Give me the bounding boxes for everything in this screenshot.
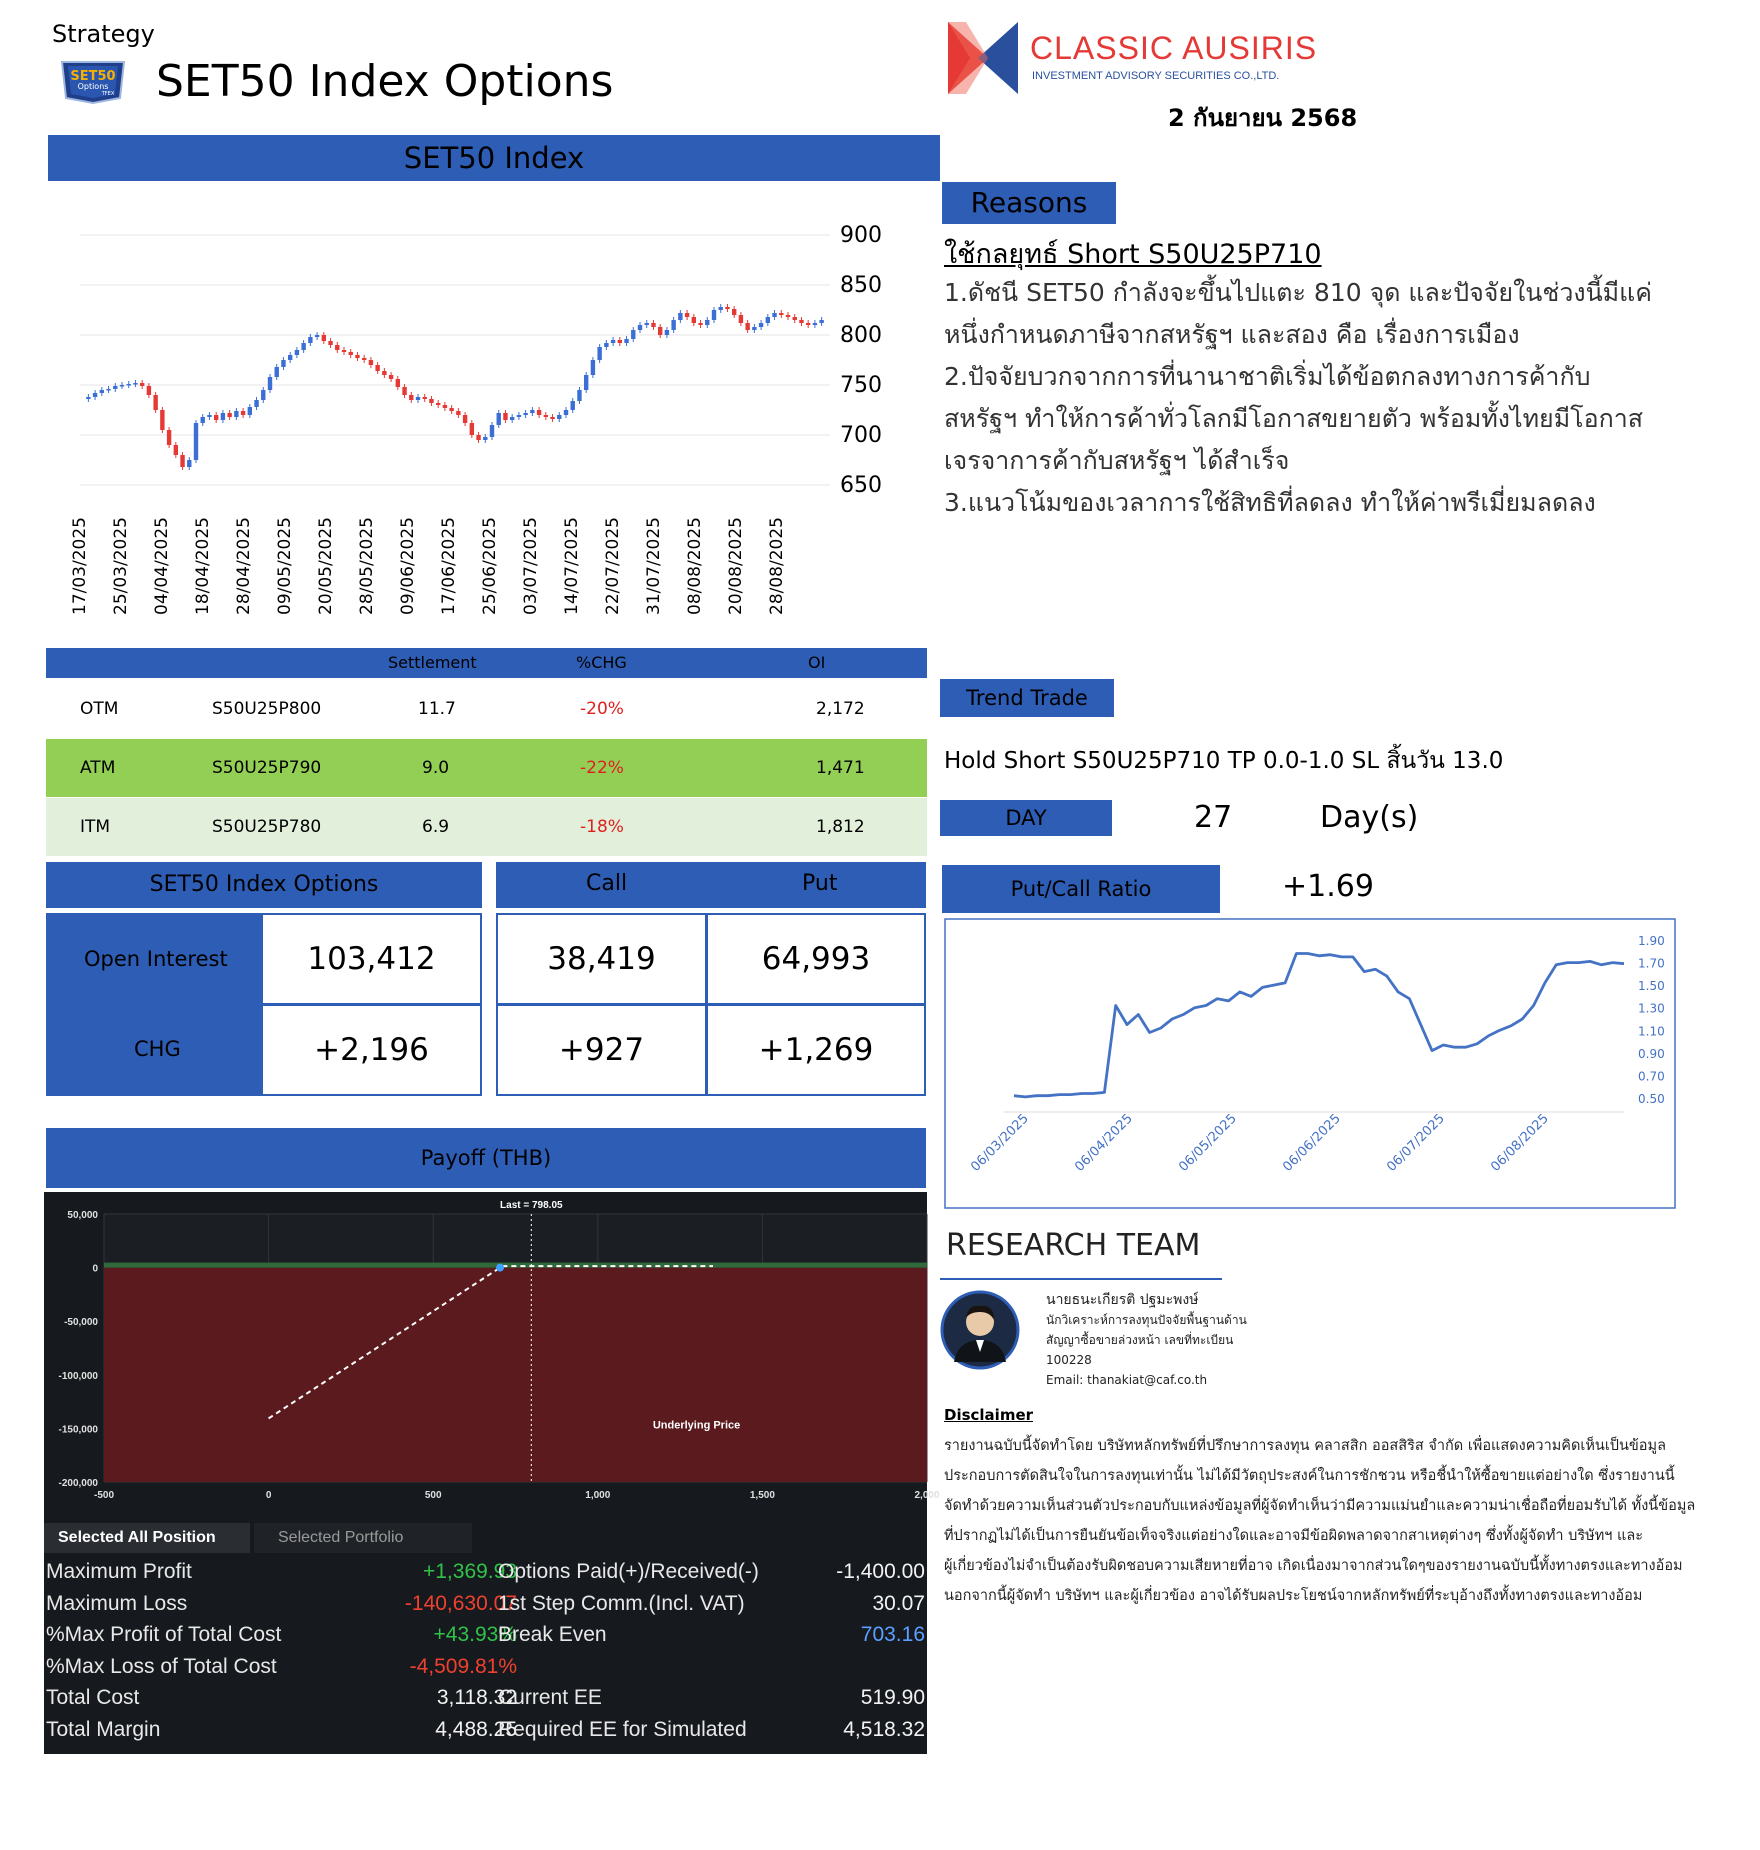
candle-body: [248, 407, 252, 415]
left-stat-value: +43.93%: [433, 1623, 517, 1646]
candle-body: [698, 323, 702, 325]
candle-body: [335, 345, 339, 350]
call-label: Call: [586, 871, 628, 896]
call-put-header: [496, 862, 926, 908]
candle-body: [793, 317, 797, 320]
oi-label-column: [46, 913, 261, 1096]
analyst-email: Email: thanakiat@caf.co.th: [1046, 1373, 1208, 1387]
reasons-title: Reasons: [942, 182, 1116, 224]
x-tick-label: 04/04/2025: [152, 517, 172, 615]
y-tick-label: -100,000: [58, 1370, 98, 1382]
right-stat-label: Break Even: [498, 1623, 607, 1646]
table-row-itm: [46, 798, 927, 856]
candle-body: [375, 365, 379, 371]
candle-body: [537, 410, 541, 415]
candle-body: [813, 323, 817, 325]
chg-label: CHG: [134, 1037, 181, 1061]
reason-line: 3.แนวโน้มของเวลาการใช้สิทธิที่ลดลง ทำให้ค่าพรีเมี่ยมลดลง: [944, 488, 1596, 517]
y-tick-label: 900: [840, 223, 882, 248]
tab-selected-portfolio[interactable]: Selected Portfolio: [254, 1523, 472, 1553]
candle-body: [449, 408, 453, 411]
analyst-avatar: [940, 1290, 1020, 1370]
analyst-name: นายธนะเกียรติ ปฐมะพงษ์: [1046, 1292, 1199, 1308]
company-name: CLASSIC AUSIRIS: [1030, 30, 1318, 66]
candle-body: [100, 390, 104, 393]
set50-candlestick-chart: [40, 190, 920, 625]
left-stat-label: Maximum Loss: [46, 1591, 188, 1615]
day-unit: Day(s): [1320, 800, 1419, 835]
x-tick-label: 1,000: [585, 1490, 611, 1501]
y-tick-label: 1.50: [1638, 979, 1665, 994]
candle-body: [665, 330, 669, 335]
candle-body: [214, 415, 218, 420]
candle-body: [180, 455, 184, 467]
oi-box-title: SET50 Index Options: [46, 862, 482, 908]
candle-body: [624, 339, 628, 343]
reason-line: 2.ปัจจัยบวกจากการที่นานาชาติเริ่มได้ข้อตกลงทางการค้ากับ: [944, 362, 1591, 391]
x-tick-label: 2,000: [914, 1490, 940, 1501]
analyst-role2: สัญญาซื้อขายล่วงหน้า เลขที่ทะเบียน: [1046, 1333, 1234, 1347]
candle-body: [719, 307, 723, 310]
right-stat-value: 30.07: [872, 1591, 925, 1615]
x-tick-label: 20/05/2025: [316, 517, 336, 615]
put-call-ratio-chart: [944, 918, 1676, 1209]
day-value: 27: [1194, 800, 1233, 835]
tab-selected-all-position[interactable]: Selected All Position: [44, 1523, 250, 1553]
x-tick-label: 0: [265, 1490, 272, 1501]
x-tick-label: -500: [93, 1490, 115, 1501]
candle-body: [106, 389, 110, 391]
row-series: S50U25P790: [212, 758, 322, 778]
candle-body: [288, 355, 292, 360]
x-tick-label: 17/06/2025: [439, 517, 459, 615]
candle-body: [362, 358, 366, 360]
left-stat-value: +1,369.93: [422, 1560, 517, 1583]
strategy-label: Strategy: [52, 20, 155, 48]
x-tick-label: 06/03/2025: [968, 1111, 1032, 1175]
candle-body: [745, 323, 749, 330]
company-sub: INVESTMENT ADVISORY SECURITIES CO.,LTD.: [1032, 70, 1280, 82]
disclaimer-line: จัดทำด้วยความเห็นส่วนตัวประกอบกับแหล่งข้อมูลที่ผู้จัดทำเห็นว่ามีความแม่นยำและความน่าเชื่อถือที่ยอมรับได้ ทั้งนี้ข้อมูล: [944, 1498, 1696, 1514]
candle-body: [227, 413, 231, 417]
disclaimer-line: ผู้เกี่ยวข้องไม่จำเป็นต้องรับผิดชอบความเสียหายที่อาจ เกิดเนื่องมาจากส่วนใดๆของรายงานฉบับนี้ทั้งทางตรงและทางอ้อม: [944, 1558, 1683, 1574]
reason-line: หนึ่งกำหนดภาษีจากสหรัฐฯ และสอง คือ เรื่องการเมือง: [944, 320, 1520, 349]
candle-body: [510, 417, 514, 420]
candle-body: [604, 343, 608, 347]
candle-body: [261, 390, 265, 400]
candle-body: [301, 343, 305, 350]
y-tick-label: 0.50: [1638, 1092, 1665, 1106]
candle-body: [436, 403, 440, 405]
x-tick-label: 22/07/2025: [603, 517, 623, 615]
pcr-label: Put/Call Ratio: [942, 865, 1220, 913]
x-tick-label: 1,500: [749, 1490, 775, 1501]
disclaimer-line: นอกจากนี้ผู้จัดทำ บริษัทฯ และผู้เกี่ยวข้อง อาจได้รับผลประโยชน์จากหลักทรัพย์ที่ระบุอ้างถึงทั้งทางตรงและทางอ้อม: [944, 1588, 1643, 1604]
candle-body: [402, 387, 406, 395]
candle-body: [490, 425, 494, 437]
oi-call-value: 38,419: [496, 913, 707, 1005]
left-stat-label: %Max Profit of Total Cost: [46, 1623, 282, 1646]
candle-body: [147, 386, 151, 395]
y-tick-label: -200,000: [58, 1478, 98, 1489]
candle-body: [254, 400, 258, 407]
disclaimer-line: ประกอบการตัดสินใจในการลงทุนเท่านั้น ไม่ได้มีวัตถุประสงค์ในการชักชวน หรือชี้นำให้ซื้อขายแต่อย่างใด ซึ่งรายงานนี้: [944, 1468, 1675, 1484]
x-tick-label: 09/06/2025: [398, 517, 418, 615]
disclaimer-text: [944, 1431, 1724, 1611]
put-label: Put: [802, 871, 838, 896]
disclaimer-line: รายงานฉบับนี้จัดทำโดย บริษัทหลักทรัพย์ที่ปรึกษาการลงทุน คลาสสิก ออสสิริส จำกัด เพื่อแสดงความคิดเห็นเป็นข้อมูล: [944, 1438, 1666, 1454]
x-tick-label: 28/05/2025: [357, 517, 377, 615]
candle-body: [234, 411, 238, 417]
candle-body: [779, 313, 783, 315]
logo-sub: Options: [77, 82, 109, 91]
candle-body: [725, 307, 729, 309]
candle-body: [120, 385, 124, 387]
x-axis-label: Underlying Price: [652, 1419, 741, 1432]
candle-body: [671, 320, 675, 330]
research-team-title: RESEARCH TEAM: [946, 1228, 1201, 1263]
options-table-header: [46, 648, 927, 678]
y-tick-label: 700: [840, 423, 882, 448]
x-tick-label: 06/05/2025: [1176, 1111, 1240, 1175]
row-settlement: 11.7: [418, 699, 456, 719]
right-stat-value: -1,400.00: [836, 1560, 925, 1583]
y-tick-label: 0.70: [1638, 1069, 1665, 1084]
right-stat-label: Required EE for Simulated: [498, 1717, 747, 1741]
candle-body: [470, 423, 474, 435]
research-divider: [940, 1278, 1222, 1280]
header-oi: OI: [808, 653, 826, 672]
candle-body: [133, 383, 137, 385]
oi-total-value: 103,412: [261, 913, 482, 1005]
row-series: S50U25P780: [212, 817, 322, 837]
y-tick-label: 0: [92, 1263, 98, 1275]
analyst-info: [1046, 1290, 1247, 1390]
left-stat-label: Maximum Profit: [46, 1560, 192, 1583]
y-tick-label: 50,000: [67, 1210, 98, 1221]
x-tick-label: 03/07/2025: [521, 517, 541, 615]
last-price-label: Last = 798.05: [500, 1200, 563, 1211]
candle-body: [443, 405, 447, 408]
candle-body: [806, 323, 810, 325]
candle-body: [752, 327, 756, 330]
candle-body: [201, 417, 205, 423]
y-tick-label: -150,000: [58, 1424, 98, 1436]
candle-body: [463, 415, 467, 423]
candle-body: [187, 460, 191, 467]
loss-zone: [104, 1268, 927, 1482]
candle-body: [618, 340, 622, 343]
candle-body: [497, 413, 501, 425]
candle-body: [819, 320, 823, 323]
candle-body: [369, 360, 373, 365]
set50-options-logo: [58, 60, 128, 104]
candle-body: [281, 360, 285, 367]
candle-body: [786, 315, 790, 317]
break-even-marker: [496, 1264, 504, 1272]
candle-body: [550, 417, 554, 419]
x-tick-label: 06/06/2025: [1280, 1111, 1344, 1175]
candle-body: [544, 415, 548, 417]
candle-body: [268, 377, 272, 390]
candle-body: [517, 415, 521, 417]
row-chg: -18%: [580, 817, 624, 837]
table-row-otm: [46, 680, 927, 738]
candle-body: [799, 320, 803, 323]
header-chg: %CHG: [576, 653, 627, 672]
x-tick-label: 25/06/2025: [480, 517, 500, 615]
candle-body: [416, 397, 420, 400]
candle-body: [167, 430, 171, 445]
candle-body: [140, 383, 144, 386]
chg-total-value: +2,196: [261, 1004, 482, 1096]
x-tick-label: 14/07/2025: [562, 517, 582, 615]
candle-body: [382, 371, 386, 375]
candle-body: [153, 395, 157, 410]
candle-body: [631, 330, 635, 339]
left-stat-value: 3,118.32: [436, 1686, 517, 1709]
row-label: ITM: [80, 817, 111, 837]
reason-line: เจรจาการค้ากับสหรัฐฯ ได้สำเร็จ: [944, 446, 1290, 475]
candle-body: [685, 313, 689, 317]
candle-body: [456, 411, 460, 415]
candle-body: [712, 310, 716, 320]
reason-line: สหรัฐฯ ทำให้การค้าทั่วโลกมีโอกาสขยายตัว พร้อมทั้งไทยมีโอกาส: [944, 404, 1644, 433]
chg-call-value: +927: [496, 1004, 707, 1096]
x-tick-label: 31/07/2025: [644, 517, 664, 615]
candle-body: [483, 437, 487, 440]
candle-body: [557, 415, 561, 419]
row-label: ATM: [80, 758, 116, 778]
right-stat-label: Options Paid(+)/Received(-): [498, 1560, 759, 1583]
candle-body: [611, 340, 615, 343]
candle-body: [355, 355, 359, 358]
candle-body: [591, 360, 595, 375]
row-label: OTM: [80, 699, 119, 719]
candle-body: [93, 393, 97, 397]
y-tick-label: 1.90: [1638, 934, 1665, 948]
x-tick-label: 28/04/2025: [234, 517, 254, 615]
candle-body: [423, 397, 427, 399]
candle-body: [396, 379, 400, 387]
payoff-title: Payoff (THB): [46, 1128, 926, 1188]
logo-tfex: TFEX: [101, 91, 115, 97]
left-stat-value: -140,630.07: [404, 1591, 517, 1615]
candle-body: [705, 320, 709, 325]
candle-body: [503, 413, 507, 420]
disclaimer-line: ที่ปรากฏไม่ได้เป็นการยืนยันข้อเท็จจริงแต่อย่างใดและอาจมีข้อผิดพลาดจากสาเหตุต่างๆ ซึ่งทั้งผู้จัดทำ บริษัทฯ และ: [944, 1528, 1644, 1544]
payoff-chart: [44, 1192, 940, 1507]
left-stat-value: -4,509.81%: [409, 1654, 517, 1678]
row-series: S50U25P800: [212, 699, 322, 719]
logo-text: SET50: [70, 69, 116, 84]
candle-body: [577, 390, 581, 401]
reason-line: 1.ดัชนี SET50 กำลังจะขึ้นไปแตะ 810 จุด และปัจจัยในช่วงนี้มีแค่: [944, 278, 1652, 307]
candle-body: [523, 413, 527, 415]
candle-body: [174, 445, 178, 455]
candle-body: [651, 323, 655, 327]
x-tick-label: 06/08/2025: [1488, 1111, 1552, 1175]
row-chg: -20%: [580, 699, 624, 719]
candle-body: [772, 313, 776, 317]
company-logo: [948, 22, 1018, 94]
y-tick-label: 650: [840, 473, 882, 498]
candle-body: [429, 399, 433, 403]
row-oi: 2,172: [816, 699, 865, 719]
candle-body: [530, 410, 534, 413]
candle-body: [241, 411, 245, 415]
candle-body: [194, 423, 198, 460]
right-stat-label: 1st Step Comm.(Incl. VAT): [498, 1591, 745, 1615]
candle-body: [86, 397, 90, 399]
analyst-role: นักวิเคราะห์การลงทุนปัจจัยพื้นฐานด้าน: [1046, 1313, 1247, 1327]
x-tick-label: 28/08/2025: [767, 517, 787, 615]
strategy-line: ใช้กลยุทธ์ Short S50U25P710: [944, 239, 1322, 270]
y-tick-label: 1.30: [1638, 1001, 1665, 1016]
x-tick-label: 06/07/2025: [1384, 1111, 1448, 1175]
x-tick-label: 500: [424, 1490, 442, 1501]
candle-body: [678, 313, 682, 320]
x-tick-label: 08/08/2025: [685, 517, 705, 615]
candle-body: [221, 413, 225, 420]
reasons-text: [944, 272, 1744, 524]
right-stat-value: 519.90: [860, 1686, 925, 1709]
oi-put-value: 64,993: [706, 913, 926, 1005]
candle-body: [315, 335, 319, 337]
payoff-panel: [44, 1192, 940, 1754]
candle-body: [127, 384, 131, 386]
page-title: SET50 Index Options: [156, 56, 614, 107]
candle-body: [322, 335, 326, 341]
trend-trade-text: Hold Short S50U25P710 TP 0.0-1.0 SL สิ้นวัน 13.0: [944, 748, 1504, 774]
y-tick-label: 1.10: [1638, 1024, 1665, 1039]
y-tick-label: 850: [840, 273, 882, 298]
y-tick-label: 1.70: [1638, 956, 1665, 971]
day-label: DAY: [940, 800, 1112, 836]
table-row-atm: [46, 739, 927, 797]
left-stat-value: 4,488.25: [435, 1717, 517, 1741]
candle-body: [328, 341, 332, 345]
x-tick-label: 09/05/2025: [275, 517, 295, 615]
candle-body: [732, 309, 736, 315]
row-oi: 1,812: [816, 817, 865, 837]
candle-body: [658, 327, 662, 335]
candle-body: [759, 323, 763, 327]
candle-body: [645, 323, 649, 325]
candle-body: [342, 350, 346, 352]
analyst-reg: 100228: [1046, 1353, 1092, 1367]
y-tick-label: 0.90: [1638, 1046, 1665, 1061]
candle-body: [692, 317, 696, 323]
candle-body: [409, 395, 413, 400]
pcr-value: +1.69: [1282, 869, 1374, 904]
left-stat-label: Total Cost: [46, 1686, 140, 1709]
open-interest-label: Open Interest: [84, 947, 228, 971]
candle-body: [571, 401, 575, 410]
candle-body: [160, 410, 164, 430]
candle-body: [739, 315, 743, 323]
row-chg: -22%: [580, 758, 624, 778]
x-tick-label: 18/04/2025: [193, 517, 213, 615]
right-stat-value: 703.16: [860, 1623, 925, 1646]
candle-body: [349, 352, 353, 355]
index-section-title: SET50 Index: [48, 135, 940, 181]
x-tick-label: 06/04/2025: [1072, 1111, 1136, 1175]
report-date: 2 กันยายน 2568: [1168, 104, 1358, 132]
candle-body: [308, 337, 312, 343]
x-tick-label: 20/08/2025: [726, 517, 746, 615]
candle-body: [113, 386, 117, 389]
x-tick-label: 17/03/2025: [70, 517, 90, 615]
trend-trade-title: Trend Trade: [940, 679, 1114, 717]
y-tick-label: 800: [840, 323, 882, 348]
candle-body: [638, 325, 642, 330]
candle-body: [389, 375, 393, 379]
candle-body: [476, 435, 480, 440]
row-settlement: 6.9: [422, 817, 450, 837]
candle-body: [207, 415, 211, 417]
x-tick-label: 25/03/2025: [111, 517, 131, 615]
right-stat-value: 4,518.32: [843, 1717, 925, 1741]
left-stat-label: Total Margin: [46, 1717, 161, 1741]
chg-put-value: +1,269: [706, 1004, 926, 1096]
candle-body: [584, 375, 588, 390]
row-settlement: 9.0: [422, 758, 450, 778]
candle-body: [766, 317, 770, 323]
left-stat-label: %Max Loss of Total Cost: [46, 1654, 277, 1678]
candle-body: [564, 410, 568, 415]
header-settlement: Settlement: [388, 653, 477, 672]
candle-body: [597, 347, 601, 360]
candle-body: [275, 367, 279, 377]
candle-body: [295, 350, 299, 355]
row-oi: 1,471: [816, 758, 865, 778]
disclaimer-title: Disclaimer: [944, 1406, 1034, 1424]
right-stat-label: Current EE: [498, 1686, 602, 1709]
y-tick-label: 750: [840, 373, 882, 398]
y-tick-label: -50,000: [64, 1317, 98, 1329]
